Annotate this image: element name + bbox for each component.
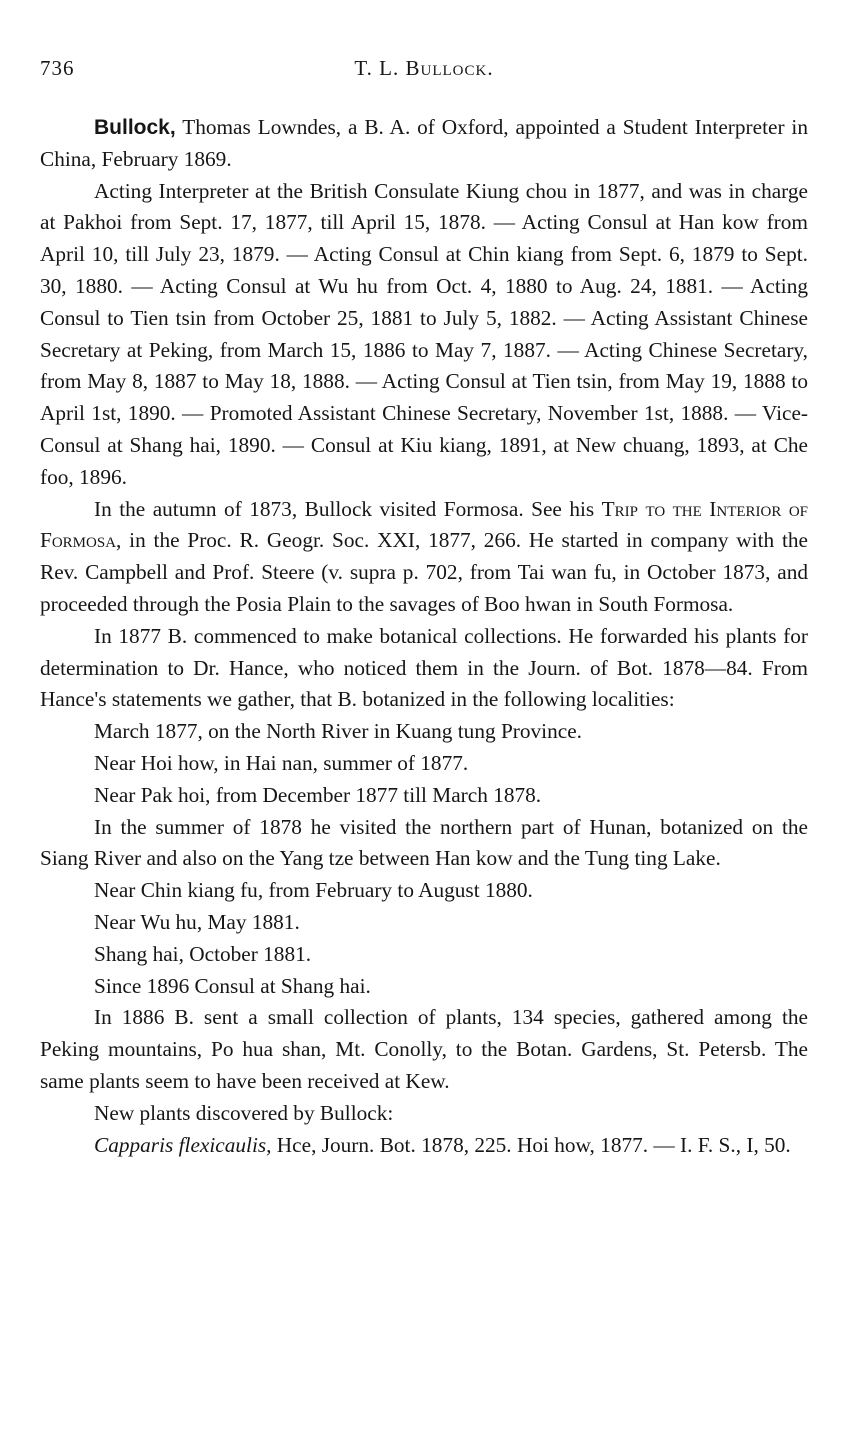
formosa-text-before: In the autumn of 1873, Bullock visited Formosa. See his <box>94 496 602 521</box>
locality-line: Near Wu hu, May 1881. <box>94 909 300 934</box>
formosa-paragraph <box>40 494 808 621</box>
peking-paragraph: In 1886 B. sent a small collection of plants, 134 species, gathered among the Peking mountains, Po hua shan, Mt. Conolly, to the Botan. Gardens, St. Petersb. The same plants seem to have been received at Kew. <box>40 1005 808 1093</box>
locality-line: March 1877, on the North River in Kuang tung Province. <box>94 719 582 744</box>
locality-line: Since 1896 Consul at Shang hai. <box>94 973 371 998</box>
page-number: 736 <box>40 56 75 80</box>
hunan-paragraph: In the summer of 1878 he visited the northern part of Hunan, botanized on the Siang River and also on the Yang tze between Han kow and the Tung ting Lake. <box>40 814 808 871</box>
entry-paragraph <box>40 112 808 176</box>
entry-intro: Thomas Lowndes, a B. A. of Oxford, appointed a Student Interpreter in China, February 1869. <box>40 115 808 171</box>
locality-line: Shang hai, October 1881. <box>94 941 312 966</box>
formosa-article-title: Trip to the Interior of Formosa <box>40 496 808 553</box>
career-paragraph: Acting Interpreter at the British Consulate Kiung chou in 1877, and was in charge at Pakhoi from Sept. 17, 1877, till April 15, 1878. — Acting Consul at Han kow from April 10, till July 23, 1879. — Acting Consul at Chin kiang from Sept. 6, 1879 to Sept. 30, 1880. — Acting Consul at Wu hu from Oct. 4, 1880 to Aug. 24, 1881. — Acting Consul to Tien tsin from October 25, 1881 to July 5, 1882. — Acting Assistant Chinese Secretary at Peking, from March 15, 1886 to May 7, 1887. — Acting Chinese Secretary, from May 8, 1887 to May 18, 1888. — Acting Consul at Tien tsin, from May 19, 1888 to April 1st, 1890. — Promoted Assistant Chinese Secretary, November 1st, 1888. — Vice-Consul at Shang hai, 1890. — Consul at Kiu kiang, 1891, at New chuang, 1893, at Che foo, 1896. <box>40 178 808 489</box>
species-name: Capparis flexicaulis, <box>94 1132 272 1157</box>
running-title: T. L. Bullock. <box>354 56 494 80</box>
species-entry <box>40 1130 808 1162</box>
formosa-text-after: , in the Proc. R. Geogr. Soc. XXI, 1877, 266. He started in company with the Rev. Campbell and Prof. Steere (v. supra p. 702, from Tai wan fu, in October 1873, and proceeded through the Posia Plain to the savages of Boo hwan in South Formosa. <box>40 528 808 616</box>
species-reference: Hce, Journ. Bot. 1878, 225. Hoi how, 1877. — I. F. S., I, 50. <box>271 1132 791 1157</box>
botany-paragraph: In 1877 B. commenced to make botanical collections. He forwarded his plants for determination to Dr. Hance, who noticed them in the Journ. of Bot. 1878—84. From Hance's statements we gather, that B. botanized in the following localities: <box>40 623 808 712</box>
locality-line: Near Chin kiang fu, from February to August 1880. <box>94 878 533 903</box>
locality-line: Near Pak hoi, from December 1877 till March 1878. <box>94 782 542 807</box>
entry-name: Bullock, <box>94 116 176 139</box>
document-body <box>40 112 808 1161</box>
new-plants-heading: New plants discovered by Bullock: <box>94 1100 394 1125</box>
locality-line: Near Hoi how, in Hai nan, summer of 1877. <box>94 750 469 775</box>
page-header <box>40 56 808 92</box>
